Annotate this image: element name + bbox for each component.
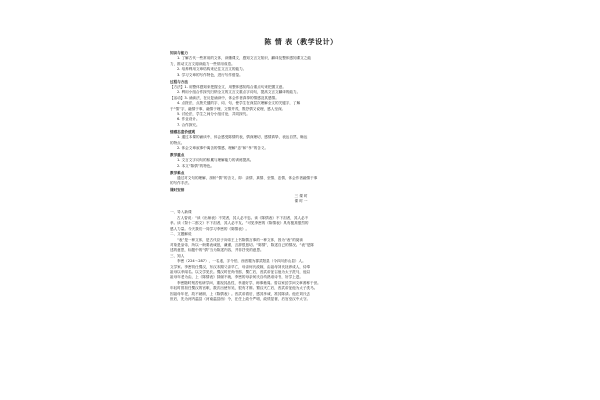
body-line: 的特点。 [170,140,185,145]
body-line: 文学家。李密初仕蜀汉，东汉末期父亲早亡，母亲何氏改嫁，由祖母刘氏抚养成人，侍奉 [170,264,311,269]
body-line: 2. 本文“陈情”的特色。 [177,163,215,168]
section-process [170,80,432,129]
body-line: 【方法】1. 用整体感知来把握全文，用整体感知结合重点句来把握文意。 [170,84,286,89]
body-line: 年轻时曾担任蜀汉的官职，数次出使东吴，很有才辩。蜀汉灭亡后，晋武帝征他为太子洗马。 [170,286,318,291]
body-line: 因祖母年老，故不就职，上《陈情表》。晋武帝看后，感其孝诚，准其陈请。他在刘氏去 [170,291,311,296]
lesson-title-explain [170,232,432,254]
body-line: 1. 了解古代一些常用的文体，读懂课文，感知文言文知识，翻译及整体感知课文之能 [177,56,311,61]
body-line: 1. 通过本课的诵读中，体会感受陈情的表，情深理切，感情真挚，表达自然，畅达 [177,135,308,140]
lesson-heading: 一、导入新课 [170,210,192,215]
body-line: 1. 文言文字词句的积累与理解能力的训练提高。 [177,158,254,163]
section-schedule [170,188,432,204]
body-line: 李密（224～287），一名虔，字令伯，西晋犍为郡武阳县（今四川彭山县）人。 [177,259,306,264]
body-line: 祖母年老为由，上《陈情表》辞谢不就，李密的母亲何氏自幼熟谙诗书，好学上进。 [170,275,303,280]
body-line: 孝。读《祭十二郎文》不下泪者，其人必不友。”可见李密的《陈情表》具有极其强烈的 [170,221,309,226]
body-line: 古人曾说：“读《出师表》不哭者，其人必不忠。读《陈情表》不下泪者，其人必不 [177,215,309,220]
body-line: 李密随时刻苦钻研学问，重视其品性，孝道好学，师事谯周。曾以家贫学问文章著称于世。 [177,280,321,285]
body-line: 【活动】3. 诵读法，在反复诵读中，体会作者真挚的情感及其感情。 [170,95,279,100]
body-line: 2. 利用小组合作探究归纳全文的文言文重点字词句，提高文言文翻译的能力。 [177,90,301,95]
period-total: 三 课 时 [294,193,308,198]
section-difficulty [170,171,432,187]
body-line: 7. 合作探究。 [177,122,200,127]
lesson-author [170,254,432,303]
section-attitude [170,130,432,152]
section-heading: 过程与方法 [170,79,188,84]
lesson-intro [170,210,432,232]
lesson-heading: 二、文题解说 [170,232,192,237]
body-line: 对象是皇帝，所以一般要表诚恳，谦谨，言辞很恳切。“陈情”，陈述自己的情况。“表”是陈 [170,242,315,247]
body-line: 2. 体会文章叙事中寓含的情感，理解“忠”和“孝”的含义。 [177,145,269,150]
body-line: 于“情”字，融情于事，融情于理，文情并茂，既抒情又说理，感人至深。 [170,106,286,111]
doc-title: 陈 情 表（教学设计） [264,38,338,46]
section-focus [170,153,432,169]
period-current: 课 时 一 [294,199,308,204]
section-heading: 知识与能力 [170,51,188,55]
body-line: 2. 培养利用文章结构来记住文言文的能力。 [177,67,247,72]
body-line: 4. 点拨法，点拨关键的字、词、句，使学生在深层次理解全文的关键字，了解 [177,101,301,106]
body-line: 的写作手法。 [170,181,192,186]
section-heading: 教学难点 [170,170,185,175]
body-line: 力，推动文言文阅读能力一些常用成语。 [170,61,235,66]
body-line: 述的意思，标题中的“情”当为陈述内容，并非抒发的意思。 [170,248,264,253]
body-line: 5. 讨论法，学生之间分小组讨论，共同探究。 [177,111,250,116]
section-knowledge [170,51,432,78]
body-line: “表”是一种文体，是古代臣子向帝王上书陈情言事的一种文体，因为“表”的阅读 [177,237,304,242]
document-page [170,38,432,394]
lesson-heading: 三、知人 [170,253,185,258]
body-line: 祖母以孝闻名。以文学见长。蜀汉时任尚书郎，蜀亡后，晋武帝征召他为太子洗马，他以 [170,269,311,274]
body-line: 通过对文句的理解，剖析“情”的含义，即：亲情、真情、至情、忠情，体会作者融情于事 [177,175,318,180]
body-line: 世后，先为河内温县（河南温县西）令，在任上政令严明，政绩显著，后官至汉中太守。 [170,296,311,301]
body-line: 3. 学习文章的写作特色，进行写作借鉴。 [177,72,243,77]
section-heading: 情感态度价值观 [170,129,196,134]
section-heading: 教学重点 [170,152,185,157]
body-line: 感人力量。今天我们一同学习李密的《陈情表》。 [170,226,250,231]
body-line: 6. 作业设计。 [177,117,200,122]
section-heading: 课时安排 [170,188,185,193]
